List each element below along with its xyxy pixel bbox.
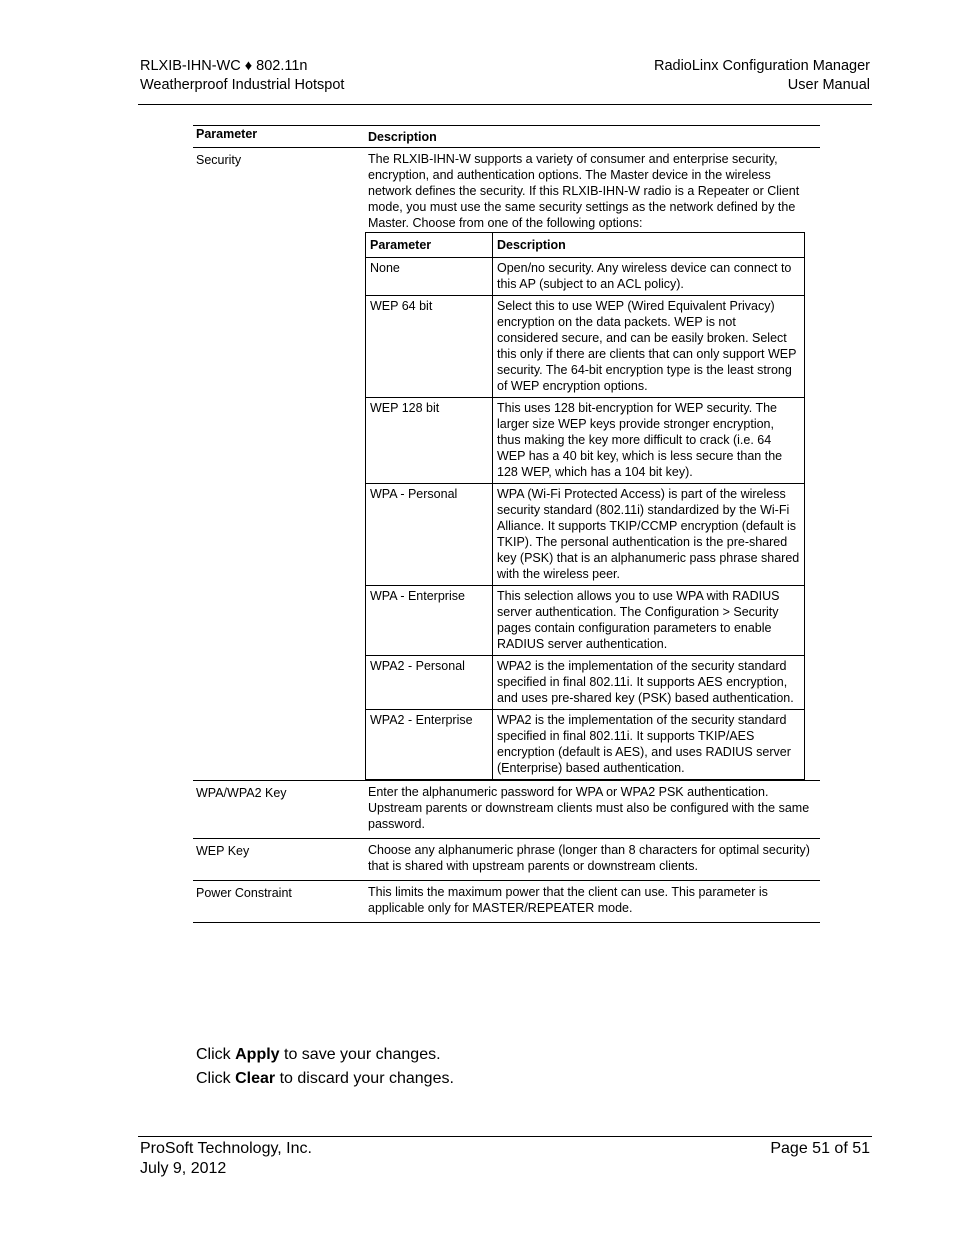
parameter-description	[365, 148, 820, 780]
table-row	[366, 586, 805, 656]
clear-keyword: Clear	[235, 1070, 276, 1087]
parameter-name: Power Constraint	[196, 886, 292, 900]
apply-keyword: Apply	[235, 1046, 280, 1063]
company-name: ProSoft Technology, Inc.	[140, 1140, 312, 1157]
parameter-description: This limits the maximum power that the client can use. This parameter is applicable only for MASTER/REPEATER mode.	[368, 885, 768, 915]
parameter-name: WEP Key	[196, 844, 250, 858]
clear-instruction	[196, 1070, 454, 1088]
option-description: WPA (Wi-Fi Protected Access) is part of the wireless security standard (802.11i) standardized by the Wi-Fi Alliance. It supports TKIP/CCMP encryption (default is TKIP). The personal authentication is the pre-shared key (PSK) that is an alphanumeric pass phrase shared with the wireless peer.	[493, 484, 805, 586]
instruction-text: Click	[196, 1070, 236, 1087]
option-name: None	[366, 258, 493, 296]
instruction-text: to discard your changes.	[275, 1070, 454, 1087]
table-row	[366, 258, 805, 296]
option-name: WPA2 - Personal	[366, 656, 493, 710]
page-header-right	[654, 57, 870, 95]
table-row-wpa-key	[193, 781, 820, 839]
column-header-parameter: Parameter	[196, 127, 258, 141]
table-row	[366, 484, 805, 586]
table-row-wep-key	[193, 839, 820, 881]
apply-instruction	[196, 1046, 441, 1064]
table-row	[366, 296, 805, 398]
security-description-text: The RLXIB-IHN-W supports a variety of consumer and enterprise security, encryption, and authentication options. The Master device in the wireless network defines the security. If this RLXIB-IHN-W radio is a Repeater or Client mode, you must use the same security settings as the network defined by the Master. Choose from one of the following options:	[368, 152, 800, 230]
option-description: Select this to use WEP (Wired Equivalent Privacy) encryption on the data packets. WEP is not considered secure, and can be easily broken. Select this only if there are clients that can only support WEP security. The 64-bit encryption type is the least strong of WEP encryption options.	[493, 296, 805, 398]
option-description: Open/no security. Any wireless device can connect to this AP (subject to an ACL policy).	[493, 258, 805, 296]
manual-title: RadioLinx Configuration Manager	[653, 58, 870, 74]
page-footer-left	[140, 1139, 312, 1179]
option-name: WPA2 - Enterprise	[366, 710, 493, 780]
publication-date: July 9, 2012	[140, 1160, 227, 1177]
product-name: RLXIB-IHN-WC ♦ 802.11n	[140, 58, 308, 74]
option-description: WPA2 is the implementation of the security standard specified in final 802.11i. It supports TKIP/AES encryption (default is AES), and uses RADIUS server (Enterprise) based authentication.	[493, 710, 805, 780]
options-header-row	[366, 233, 805, 258]
parameter-description: Enter the alphanumeric password for WPA or WPA2 PSK authentication. Upstream parents or downstream clients must also be configured with the same password.	[368, 785, 810, 831]
header-divider	[138, 104, 872, 105]
page-number: Page 51 of 51	[770, 1140, 870, 1157]
parameter-description: Choose any alphanumeric phrase (longer than 8 characters for optimal security) that is shared with upstream parents or downstream clients.	[368, 843, 810, 873]
option-name: WEP 128 bit	[366, 398, 493, 484]
manual-type: User Manual	[787, 77, 870, 93]
parameter-name: Security	[196, 153, 242, 167]
option-name: WPA - Personal	[366, 484, 493, 586]
option-description: This selection allows you to use WPA with RADIUS server authentication. The Configuration > Security pages contain configuration parameters to enable RADIUS server authentication.	[493, 586, 805, 656]
product-description: Weatherproof Industrial Hotspot	[140, 77, 345, 93]
table-row	[366, 398, 805, 484]
instruction-text: to save your changes.	[279, 1046, 441, 1063]
instruction-text: Click	[196, 1046, 236, 1063]
table-row-security	[193, 148, 820, 781]
option-description: This uses 128 bit-encryption for WEP security. The larger size WEP keys provide stronger encryption, thus making the key more difficult to crack (i.e. 64 WEP has a 40 bit key, which is less secure than the 128 WEP, which has a 104 bit key).	[493, 398, 805, 484]
parameter-table	[193, 125, 820, 923]
option-name: WPA - Enterprise	[366, 586, 493, 656]
option-name: WEP 64 bit	[366, 296, 493, 398]
table-row-power-constraint	[193, 881, 820, 923]
page-header-left	[140, 57, 344, 95]
option-description: WPA2 is the implementation of the security standard specified in final 802.11i. It supports AES encryption, and uses pre-shared key (PSK) based authentication.	[493, 656, 805, 710]
options-header-description: Description	[493, 233, 805, 258]
footer-divider	[138, 1136, 872, 1137]
options-header-parameter: Parameter	[366, 233, 493, 258]
table-header	[193, 125, 820, 148]
security-options-table	[365, 232, 805, 780]
table-row	[366, 710, 805, 780]
page-footer-right	[770, 1139, 870, 1159]
column-header-description: Description	[368, 130, 437, 144]
parameter-name: WPA/WPA2 Key	[196, 786, 287, 800]
table-row	[366, 656, 805, 710]
